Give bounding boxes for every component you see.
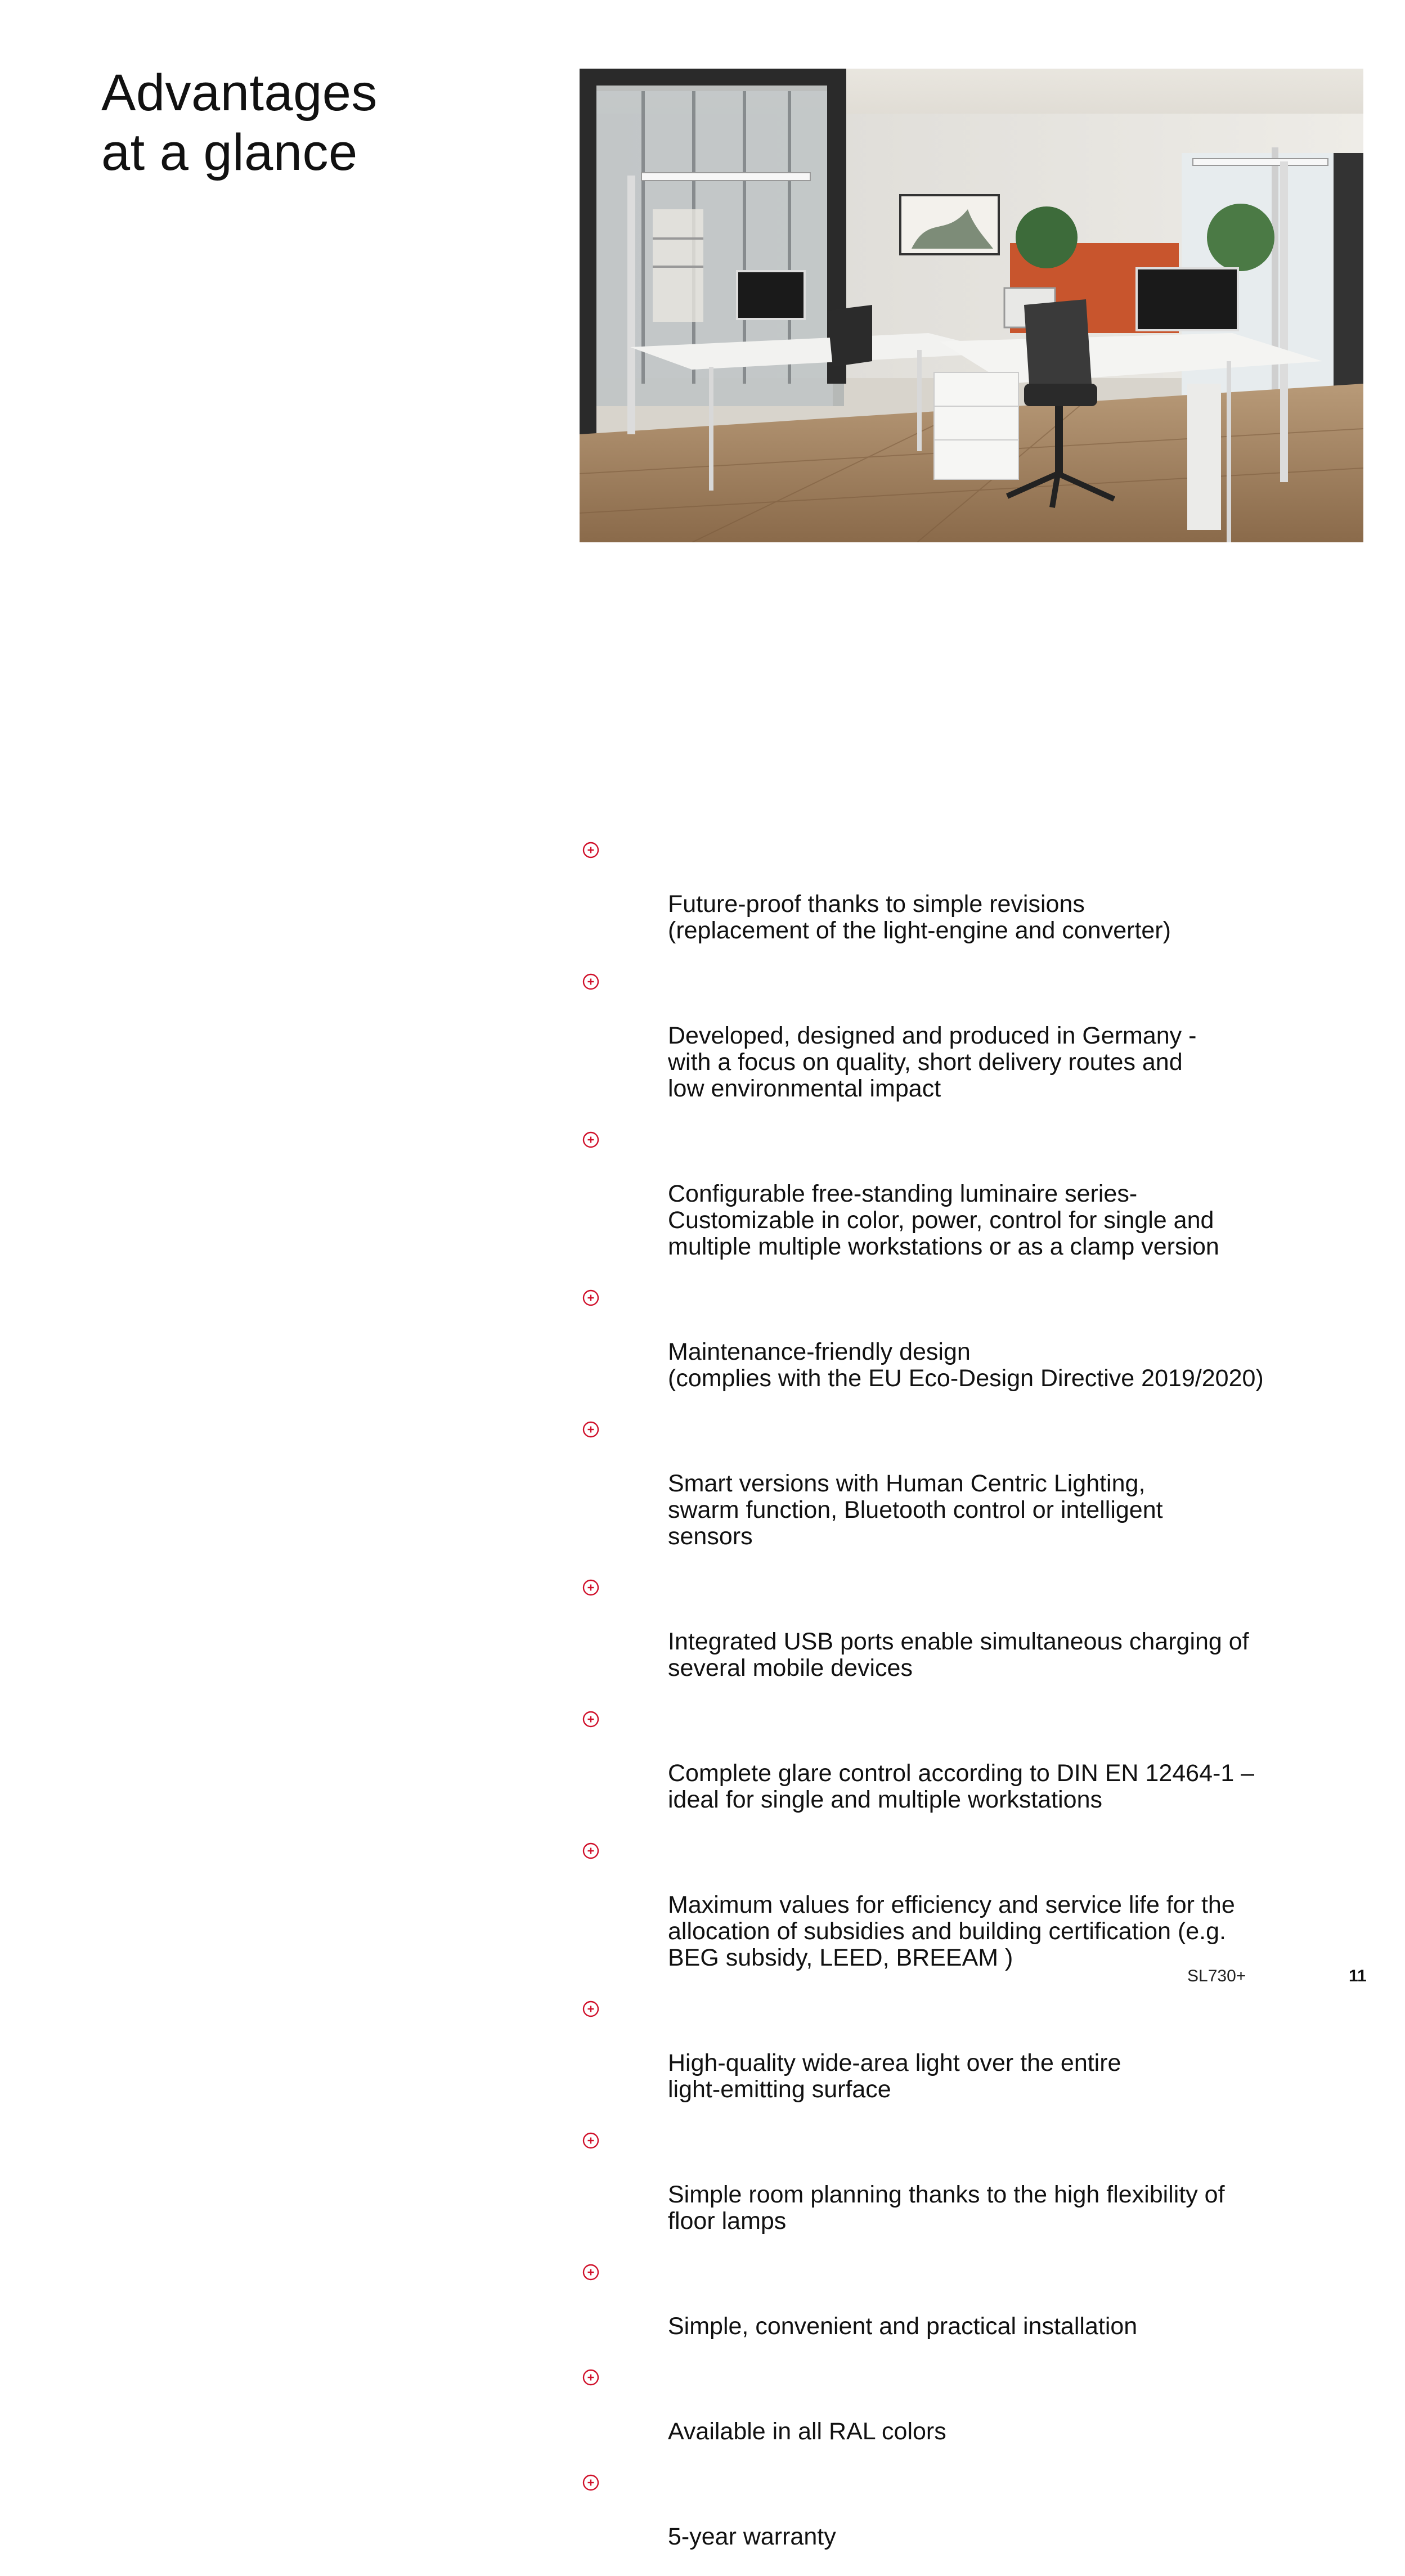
- list-item: [580, 1576, 1363, 1682]
- page-number: 11: [1349, 1967, 1367, 1985]
- advantage-text: Simple, convenient and practical installation: [668, 2313, 1138, 2340]
- product-code: SL730+: [1187, 1967, 1246, 1985]
- plus-circle-icon: [582, 1842, 599, 1859]
- list-item: [580, 2471, 1363, 2550]
- advantage-text: Smart versions with Human Centric Lighting, swarm function, Bluetooth control or intelligent sensors: [668, 1470, 1163, 1550]
- plus-circle-icon: [582, 973, 599, 990]
- list-item: [580, 838, 1363, 944]
- list-item: [580, 2366, 1363, 2445]
- plus-circle-icon: [582, 1579, 599, 1596]
- advantage-text: Integrated USB ports enable simultaneous charging of several mobile devices: [668, 1628, 1249, 1682]
- list-item: [580, 2129, 1363, 2235]
- advantage-text: Future-proof thanks to simple revisions (replacement of the light-engine and converter): [668, 891, 1171, 944]
- advantage-text: Available in all RAL colors: [668, 2418, 946, 2445]
- office-hero-image: [580, 69, 1363, 542]
- advantage-text: Configurable free-standing luminaire series- Customizable in color, power, control for single and multiple multiple workstations or as a clamp version: [668, 1180, 1219, 1260]
- plus-circle-icon: [582, 2264, 599, 2281]
- plus-circle-icon: [582, 1289, 599, 1306]
- list-item: [580, 1707, 1363, 1813]
- list-item: [580, 1839, 1363, 1971]
- list-item: [580, 1418, 1363, 1550]
- plus-circle-icon: [582, 2000, 599, 2017]
- advantage-text: 5-year warranty: [668, 2523, 836, 2550]
- list-item: [580, 1997, 1363, 2103]
- advantage-text: Maximum values for efficiency and service life for the allocation of subsidies and building certification (e.g. BEG subsidy, LEED, BREEAM ): [668, 1891, 1235, 1971]
- plus-circle-icon: [582, 1131, 599, 1148]
- advantages-list: [580, 838, 1363, 2576]
- list-item: [580, 1128, 1363, 1260]
- plus-circle-icon: [582, 1711, 599, 1728]
- advantage-text: High-quality wide-area light over the entire light-emitting surface: [668, 2049, 1121, 2103]
- plus-circle-icon: [582, 1421, 599, 1438]
- list-item: [580, 2260, 1363, 2340]
- plus-circle-icon: [582, 842, 599, 858]
- advantage-text: Complete glare control according to DIN EN 12464-1 – ideal for single and multiple workstations: [668, 1760, 1255, 1813]
- page-title: Advantages at a glance: [101, 64, 378, 181]
- advantage-text: Maintenance-friendly design (complies with the EU Eco-Design Directive 2019/2020): [668, 1338, 1264, 1392]
- plus-circle-icon: [582, 2132, 599, 2149]
- plus-circle-icon: [582, 2369, 599, 2386]
- list-item: [580, 1286, 1363, 1392]
- advantage-text: Developed, designed and produced in Germany - with a focus on quality, short delivery routes and low environmental impact: [668, 1022, 1197, 1102]
- list-item: [580, 970, 1363, 1102]
- advantage-text: Simple room planning thanks to the high flexibility of floor lamps: [668, 2181, 1225, 2235]
- plus-circle-icon: [582, 2474, 599, 2491]
